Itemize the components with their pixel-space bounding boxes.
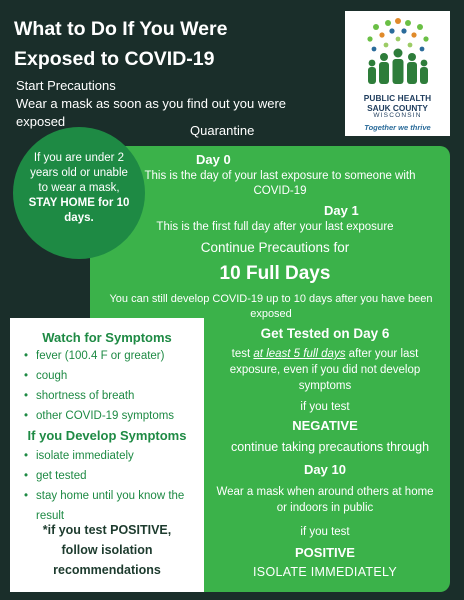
negative-result-label: NEGATIVE — [292, 418, 358, 433]
public-health-logo — [345, 11, 450, 136]
symptom-text: fever (100.4 F or greater) — [36, 350, 165, 362]
symptom-text: other COVID-19 symptoms — [36, 410, 175, 422]
day-1-label: Day 1 — [324, 203, 359, 218]
bullet-icon: • — [24, 390, 29, 402]
positive-note-line-3: recommendations — [53, 563, 161, 577]
stay-home-emphasis: STAY HOME for 10 days. — [28, 197, 130, 224]
bullet-icon: • — [24, 410, 29, 422]
title-line-1: What to Do If You Were — [14, 18, 228, 40]
if-you-test-positive-intro: if you test — [300, 526, 350, 538]
start-precautions-text: Start Precautions — [16, 78, 116, 93]
people-tree-icon — [362, 17, 434, 89]
get-tested-description — [210, 346, 440, 394]
watch-symptoms-list — [24, 346, 204, 426]
bullet-icon: • — [24, 350, 29, 362]
bullet-icon: • — [24, 470, 29, 482]
bullet-icon: • — [24, 450, 29, 462]
logo-text-wisconsin: WISCONSIN — [373, 112, 422, 119]
positive-isolation-note — [10, 520, 204, 580]
ten-full-days-heading: 10 Full Days — [219, 263, 331, 284]
title-line-2: Exposed to COVID-19 — [14, 48, 215, 70]
list-item — [24, 366, 204, 386]
list-item — [24, 446, 204, 466]
symptoms-panel — [10, 318, 204, 592]
test-desc-prefix: test — [231, 348, 251, 360]
bullet-icon: • — [24, 490, 29, 502]
develop-symptoms-list — [24, 446, 204, 526]
symptom-text: shortness of breath — [36, 390, 135, 402]
mask-instruction-line-1: Wear a mask as soon as you find out you were — [16, 96, 287, 111]
mask-instruction-line-2: exposed — [16, 114, 66, 129]
test-desc-emphasis: at least 5 full days — [253, 348, 346, 360]
action-text: stay home until you know the result — [36, 490, 185, 522]
day-0-label: Day 0 — [196, 152, 231, 167]
positive-result-label: POSITIVE — [295, 545, 355, 560]
day-1-description: This is the first full day after your last exposure — [156, 221, 394, 233]
test-desc-suffix: after your last exposure, even if you did not develop symptoms — [229, 348, 421, 392]
list-item — [24, 386, 204, 406]
action-text: get tested — [36, 470, 87, 482]
list-item — [24, 466, 204, 486]
page-title — [14, 14, 334, 74]
develop-symptoms-heading: If you Develop Symptoms — [27, 428, 187, 443]
day-0-description: This is the day of your last exposure to someone with COVID-19 — [144, 170, 416, 197]
logo-text-sauk-county: SAUK COUNTY — [367, 103, 428, 113]
logo-text-public-health: PUBLIC HEALTH — [363, 93, 432, 103]
continue-through-text: continue taking precautions through — [230, 440, 430, 454]
develop-covid-note: You can still develop COVID-19 up to 10 days after you have been exposed — [109, 293, 433, 320]
quarantine-label: Quarantine — [190, 123, 255, 138]
isolate-immediately-text: ISOLATE IMMEDIATELY — [253, 565, 397, 579]
symptom-text: cough — [36, 370, 68, 382]
continue-precautions-text: Continue Precautions for — [200, 240, 350, 255]
list-item — [24, 406, 204, 426]
positive-note-line-2: follow isolation — [61, 543, 153, 557]
list-item — [24, 346, 204, 366]
get-tested-heading: Get Tested on Day 6 — [260, 326, 390, 341]
start-precautions-block — [16, 77, 346, 131]
bullet-icon: • — [24, 370, 29, 382]
watch-symptoms-heading: Watch for Symptoms — [42, 330, 172, 345]
day-10-label: Day 10 — [304, 462, 346, 477]
positive-note-line-1: *if you test POSITIVE, — [42, 523, 172, 537]
under-two-text — [25, 151, 133, 226]
if-you-test-negative-intro: if you test — [300, 401, 350, 413]
mask-around-others-text: Wear a mask when around others at home or indoors in public — [216, 486, 434, 514]
under-two-description: If you are under 2 years old or unable to wear a mask, — [30, 152, 128, 194]
action-text: isolate immediately — [36, 450, 134, 462]
logo-tagline: Together we thrive — [364, 123, 431, 132]
